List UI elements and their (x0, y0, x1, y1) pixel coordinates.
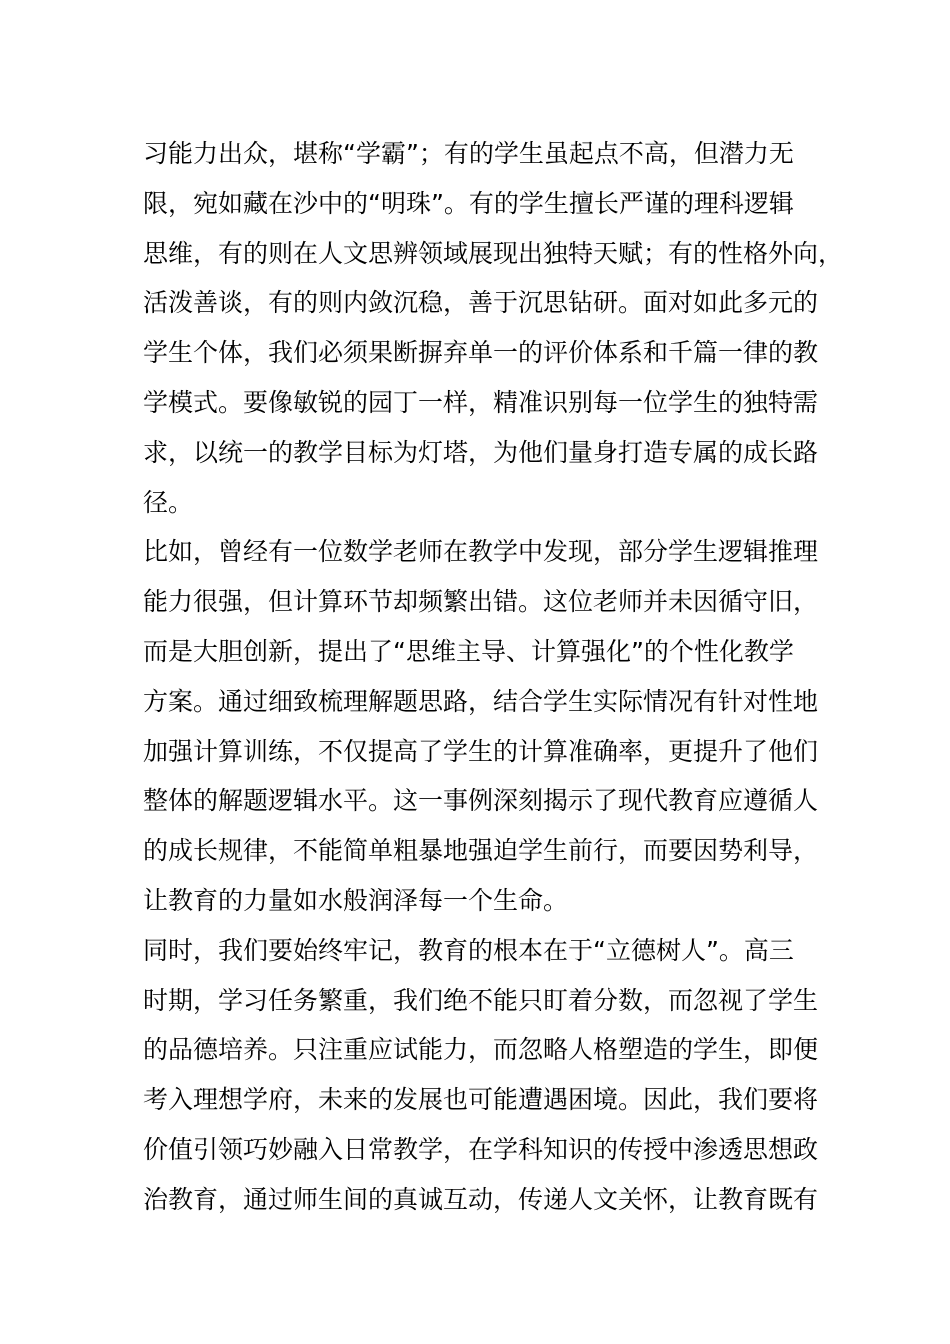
text-line: 价值引领巧妙融入日常教学，在学科知识的传授中渗透思想政 (143, 1134, 819, 1164)
text-line: 径。 (143, 487, 194, 517)
text-line: 治教育，通过师生间的真诚互动，传递人文关怀，让教育既有 (143, 1184, 819, 1214)
text-line: 而是大胆创新，提出了“思维主导、计算强化”的个性化教学 (143, 636, 794, 666)
text-line: 时期，学习任务繁重，我们绝不能只盯着分数，而忽视了学生 (143, 985, 819, 1015)
text-line: 学生个体，我们必须果断摒弃单一的评价体系和千篇一律的教 (143, 338, 819, 368)
text-line: 能力很强，但计算环节却频繁出错。这位老师并未因循守旧， (143, 587, 819, 617)
body-text (143, 129, 843, 1225)
text-line: 学模式。要像敏锐的园丁一样，精准识别每一位学生的独特需 (143, 387, 819, 417)
text-line: 比如，曾经有一位数学老师在教学中发现，部分学生逻辑推理 (143, 537, 819, 567)
text-line: 让教育的力量如水般润泽每一个生命。 (143, 885, 569, 915)
text-line: 的品德培养。只注重应试能力，而忽略人格塑造的学生，即便 (143, 1035, 819, 1065)
text-line: 求，以统一的教学目标为灯塔，为他们量身打造专属的成长路 (143, 437, 819, 467)
text-line: 的成长规律，不能简单粗暴地强迫学生前行，而要因势利导， (143, 836, 819, 866)
text-line: 整体的解题逻辑水平。这一事例深刻揭示了现代教育应遵循人 (143, 786, 819, 816)
text-line: 习能力出众，堪称“学霸”；有的学生虽起点不高，但潜力无 (143, 139, 794, 168)
text-line: 同时，我们要始终牢记，教育的根本在于“立德树人”。高三 (143, 935, 794, 965)
text-line: 加强计算训练，不仅提高了学生的计算准确率，更提升了他们 (143, 736, 819, 766)
text-line: 考入理想学府，未来的发展也可能遭遇困境。因此，我们要将 (143, 1085, 819, 1115)
text-line: 思维，有的则在人文思辨领域展现出独特天赋；有的性格外向， (143, 238, 844, 268)
text-line: 限，宛如藏在沙中的“明珠”。有的学生擅长严谨的理科逻辑 (143, 188, 794, 218)
text-line: 活泼善谈，有的则内敛沉稳，善于沉思钻研。面对如此多元的 (143, 288, 819, 318)
text-line: 方案。通过细致梳理解题思路，结合学生实际情况有针对性地 (143, 686, 819, 716)
